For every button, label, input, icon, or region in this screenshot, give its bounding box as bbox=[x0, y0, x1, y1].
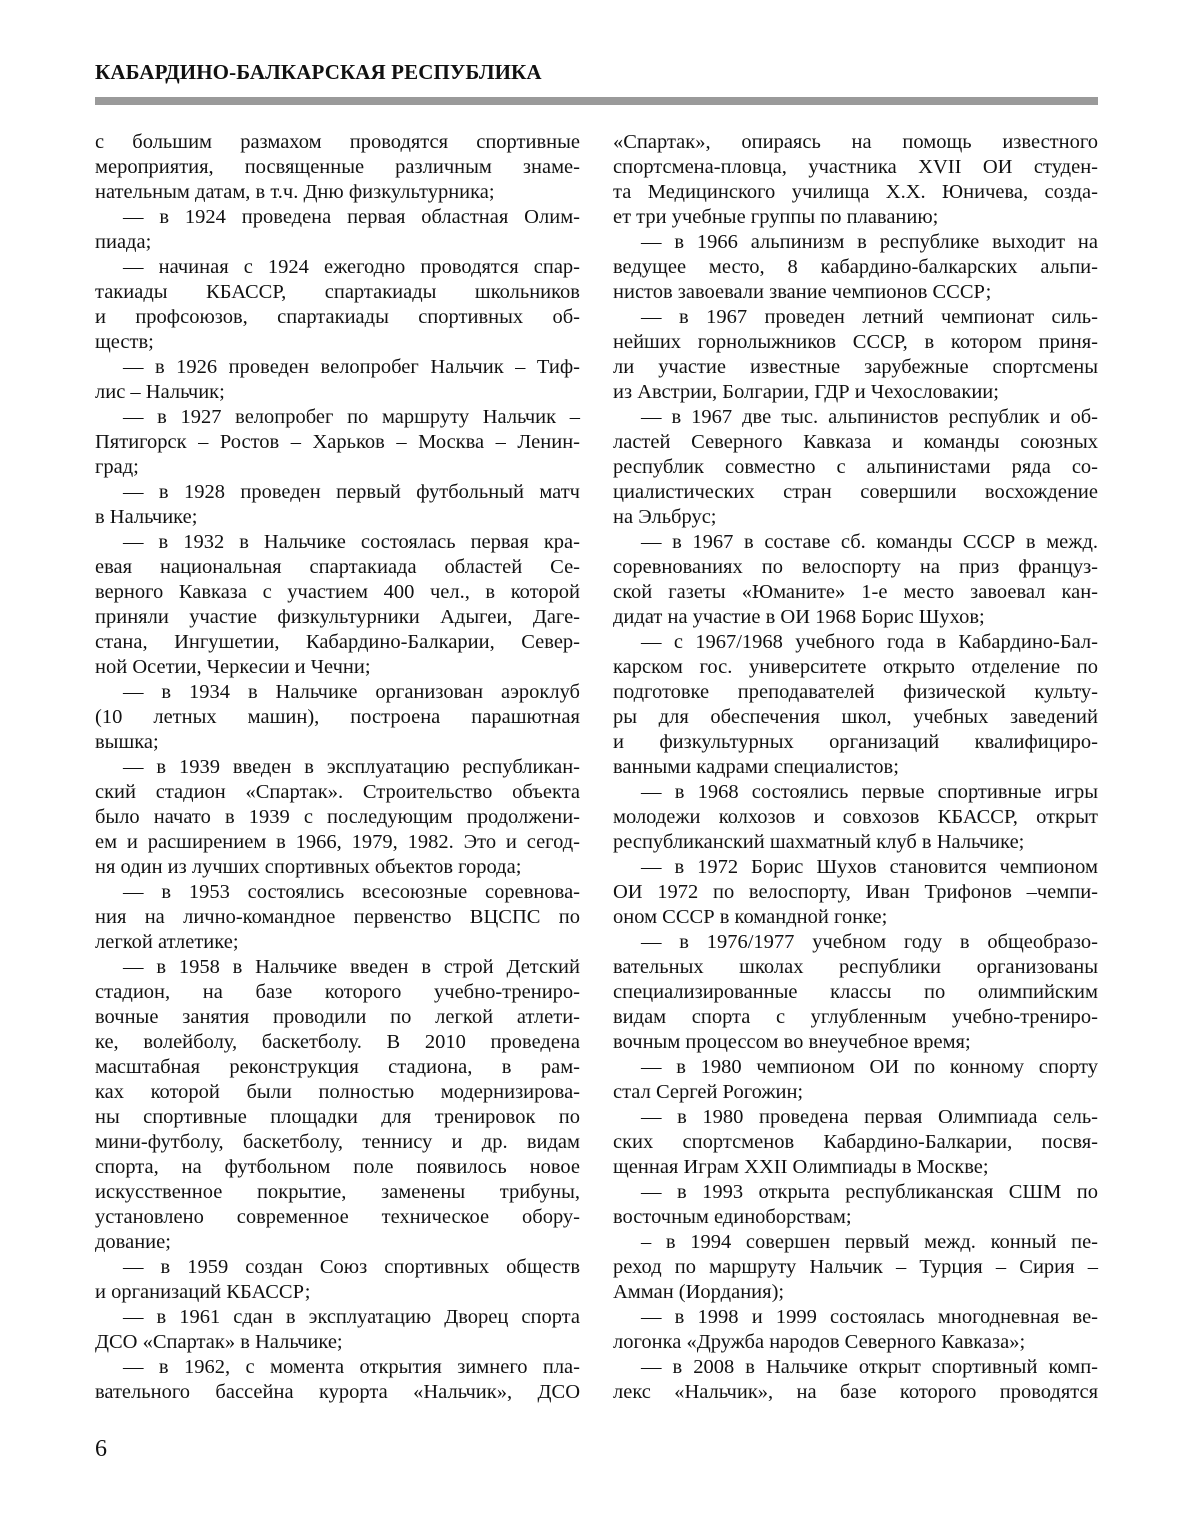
text-line: ведущее место, 8 кабардино-балкарских альпи- bbox=[613, 256, 1098, 278]
text-line: (10 летных машин), построена парашютная bbox=[95, 706, 580, 728]
paragraph bbox=[613, 930, 1098, 1055]
text-line: ществ; bbox=[95, 331, 154, 353]
text-line: пиада; bbox=[95, 231, 152, 253]
text-line: — в 1928 проведен первый футбольный матч bbox=[123, 481, 580, 503]
text-line: вочным процессом во внеучебное время; bbox=[613, 1031, 971, 1053]
paragraph bbox=[95, 355, 580, 405]
text-line: легкой атлетике; bbox=[95, 931, 239, 953]
text-line: ния на лично-командное первенство ВЦСПС по bbox=[95, 906, 580, 928]
text-line: спорта, на футбольном поле появилось новое bbox=[95, 1156, 580, 1178]
text-line: ДСО «Спартак» в Нальчике; bbox=[95, 1331, 343, 1353]
text-line: — с 1967/1968 учебного года в Кабардино-Бал- bbox=[641, 631, 1098, 653]
text-line: и профсоюзов, спартакиады спортивных об- bbox=[95, 306, 580, 328]
text-line: ли участие известные зарубежные спортсмены bbox=[613, 356, 1098, 378]
text-line: реход по маршруту Нальчик – Турция – Сирия – bbox=[613, 1256, 1098, 1278]
paragraph bbox=[613, 780, 1098, 855]
text-line: масштабная реконструкция стадиона, в рам- bbox=[95, 1056, 580, 1078]
paragraph bbox=[613, 630, 1098, 780]
paragraph bbox=[613, 855, 1098, 930]
text-line: соревнованиях по велоспорту на приз француз- bbox=[613, 556, 1098, 578]
text-line: лекс «Нальчик», на базе которого проводятся bbox=[613, 1381, 1098, 1403]
text-line: евая национальная спартакиада областей Се- bbox=[95, 556, 580, 578]
paragraph bbox=[613, 1105, 1098, 1180]
paragraph bbox=[95, 255, 580, 355]
paragraph bbox=[613, 1180, 1098, 1230]
text-line: «Спартак», опираясь на помощь известного bbox=[613, 131, 1098, 153]
paragraph bbox=[613, 405, 1098, 530]
text-line: стана, Ингушетии, Кабардино-Балкарии, Север- bbox=[95, 631, 580, 653]
text-line: с большим размахом проводятся спортивные bbox=[95, 131, 580, 153]
text-line: и физкультурных организаций квалифициро- bbox=[613, 731, 1098, 753]
text-line: искусственное покрытие, заменены трибуны, bbox=[95, 1181, 580, 1203]
text-line: Пятигорск – Ростов – Харьков – Москва – Ленин- bbox=[95, 431, 580, 453]
text-line: — в 1967 в составе сб. команды СССР в межд. bbox=[641, 531, 1098, 553]
paragraph bbox=[95, 1255, 580, 1305]
paragraph bbox=[613, 1355, 1098, 1405]
text-line: — в 1980 проведена первая Олимпиада сель- bbox=[641, 1106, 1098, 1128]
paragraph bbox=[95, 680, 580, 755]
text-line: — в 1967 проведен летний чемпионат силь- bbox=[641, 306, 1098, 328]
text-line: — в 1972 Борис Шухов становится чемпионом bbox=[641, 856, 1098, 878]
text-line: град; bbox=[95, 456, 139, 478]
text-line: ской газеты «Юманите» 1-е место завоевал кан- bbox=[613, 581, 1098, 603]
text-line: ОИ 1972 по велоспорту, Иван Трифонов –чемпи- bbox=[613, 881, 1098, 903]
text-line: — в 1980 чемпионом ОИ по конному спорту bbox=[641, 1056, 1098, 1078]
text-line: восточным единоборствам; bbox=[613, 1206, 852, 1228]
text-line: — в 1976/1977 учебном году в общеобразо- bbox=[641, 931, 1098, 953]
text-line: мини-футболу, баскетболу, теннису и др. видам bbox=[95, 1131, 580, 1153]
paragraph bbox=[613, 130, 1098, 230]
paragraph bbox=[95, 130, 580, 205]
text-line: ский стадион «Спартак». Строительство объекта bbox=[95, 781, 580, 803]
paragraph bbox=[95, 530, 580, 680]
page-number: 6 bbox=[95, 1436, 107, 1462]
text-line: щенная Играм XXII Олимпиады в Москве; bbox=[613, 1156, 989, 1178]
text-line: та Медицинского училища Х.Х. Юничева, созда- bbox=[613, 181, 1098, 203]
running-header: КАБАРДИНО-БАЛКАРСКАЯ РЕСПУБЛИКА bbox=[95, 60, 542, 84]
text-line: ем и расширением в 1966, 1979, 1982. Это и сегод- bbox=[95, 831, 580, 853]
text-line: вочные занятия проводили по легкой атлети- bbox=[95, 1006, 580, 1028]
text-line: установлено современное техническое обору- bbox=[95, 1206, 580, 1228]
paragraph bbox=[613, 1055, 1098, 1105]
text-line: — в 1932 в Нальчике состоялась первая кра- bbox=[123, 531, 580, 553]
paragraph bbox=[95, 405, 580, 480]
text-line: — в 1953 состоялись всесоюзные соревнова- bbox=[123, 881, 580, 903]
text-line: ны спортивные площадки для тренировок по bbox=[95, 1106, 580, 1128]
text-line: приняли участие физкультурники Адыгеи, Даге- bbox=[95, 606, 580, 628]
right-column bbox=[613, 130, 1098, 1405]
text-line: вышка; bbox=[95, 731, 159, 753]
text-line: стадион, на базе которого учебно-трениро- bbox=[95, 981, 580, 1003]
text-line: в Нальчике; bbox=[95, 506, 198, 528]
text-line: молодежи колхозов и совхозов КБАССР, открыт bbox=[613, 806, 1098, 828]
paragraph bbox=[95, 205, 580, 255]
text-line: логонка «Дружба народов Северного Кавказа»; bbox=[613, 1331, 1026, 1353]
text-line: ластей Северного Кавказа и команды союзных bbox=[613, 431, 1098, 453]
text-line: карском гос. университете открыто отделение по bbox=[613, 656, 1098, 678]
text-line: спортсмена-пловца, участника XVII ОИ студен- bbox=[613, 156, 1098, 178]
text-line: вательных школах республики организованы bbox=[613, 956, 1098, 978]
left-column bbox=[95, 130, 580, 1405]
text-line: — в 1958 в Нальчике введен в строй Детский bbox=[123, 956, 580, 978]
text-line: дование; bbox=[95, 1231, 171, 1253]
text-line: нейших горнолыжников СССР, в котором приня- bbox=[613, 331, 1098, 353]
paragraph bbox=[613, 1230, 1098, 1305]
text-line: — в 1924 проведена первая областная Олим- bbox=[123, 206, 580, 228]
text-line: — в 1939 введен в эксплуатацию республикан- bbox=[123, 756, 580, 778]
text-line: Амман (Иордания); bbox=[613, 1281, 785, 1303]
text-line: — в 1993 открыта республиканская СШМ по bbox=[641, 1181, 1098, 1203]
text-line: — в 1962, с момента открытия зимнего пла- bbox=[123, 1356, 580, 1378]
text-line: ках которой были полностью модернизирова- bbox=[95, 1081, 580, 1103]
text-line: такиады КБАССР, спартакиады школьников bbox=[95, 281, 580, 303]
text-line: верного Кавказа с участием 400 чел., в которой bbox=[95, 581, 580, 603]
text-line: республик совместно с альпинистами ряда со- bbox=[613, 456, 1098, 478]
text-line: из Австрии, Болгарии, ГДР и Чехословакии; bbox=[613, 381, 999, 403]
text-line: и организаций КБАССР; bbox=[95, 1281, 311, 1303]
text-line: ванными кадрами специалистов; bbox=[613, 756, 899, 778]
paragraph bbox=[613, 230, 1098, 305]
text-line: оном СССР в командной гонке; bbox=[613, 906, 888, 928]
text-line: — в 1961 сдан в эксплуатацию Дворец спорта bbox=[123, 1306, 580, 1328]
text-line: республиканский шахматный клуб в Нальчике; bbox=[613, 831, 1025, 853]
paragraph bbox=[613, 530, 1098, 630]
text-line: было начато в 1939 с последующим продолжени- bbox=[95, 806, 580, 828]
text-line: ских спортсменов Кабардино-Балкарии, посвя- bbox=[613, 1131, 1098, 1153]
text-line: стал Сергей Рогожин; bbox=[613, 1081, 804, 1103]
text-line: ня один из лучших спортивных объектов города; bbox=[95, 856, 522, 878]
paragraph bbox=[95, 480, 580, 530]
text-line: видам спорта с углубленным учебно-трениро- bbox=[613, 1006, 1098, 1028]
text-line: — в 1966 альпинизм в республике выходит на bbox=[641, 231, 1098, 253]
text-line: на Эльбрус; bbox=[613, 506, 717, 528]
text-line: — в 1998 и 1999 состоялась многодневная ве- bbox=[641, 1306, 1098, 1328]
paragraph bbox=[95, 1355, 580, 1405]
header-rule bbox=[95, 97, 1098, 105]
text-line: мероприятия, посвященные различным знаме- bbox=[95, 156, 580, 178]
text-line: — в 1926 проведен велопробег Нальчик – Тиф- bbox=[123, 356, 580, 378]
text-line: — в 1934 в Нальчике организован аэроклуб bbox=[123, 681, 580, 703]
text-line: ет три учебные группы по плаванию; bbox=[613, 206, 939, 228]
text-line: ке, волейболу, баскетболу. В 2010 проведена bbox=[95, 1031, 580, 1053]
paragraph bbox=[613, 305, 1098, 405]
text-line: – в 1994 совершен первый межд. конный пе- bbox=[641, 1231, 1098, 1253]
text-line: циалистических стран совершили восхождение bbox=[613, 481, 1098, 503]
text-line: ры для обеспечения школ, учебных заведений bbox=[613, 706, 1098, 728]
text-line: ной Осетии, Черкесии и Чечни; bbox=[95, 656, 371, 678]
text-line: лис – Нальчик; bbox=[95, 381, 225, 403]
text-line: — в 1967 две тыс. альпинистов республик и об- bbox=[641, 406, 1098, 428]
text-line: — в 2008 в Нальчике открыт спортивный комп- bbox=[641, 1356, 1098, 1378]
text-line: вательного бассейна курорта «Нальчик», ДСО bbox=[95, 1381, 580, 1403]
text-line: — в 1968 состоялись первые спортивные игры bbox=[641, 781, 1098, 803]
paragraph bbox=[95, 1305, 580, 1355]
text-line: нательным датам, в т.ч. Дню физкультурника; bbox=[95, 181, 495, 203]
text-line: специализированные классы по олимпийским bbox=[613, 981, 1098, 1003]
text-line: подготовке преподавателей физической культу- bbox=[613, 681, 1098, 703]
paragraph bbox=[95, 755, 580, 880]
text-line: дидат на участие в ОИ 1968 Борис Шухов; bbox=[613, 606, 985, 628]
text-line: нистов завоевали звание чемпионов СССР; bbox=[613, 281, 992, 303]
text-line: — в 1927 велопробег по маршруту Нальчик – bbox=[123, 406, 580, 428]
text-line: — в 1959 создан Союз спортивных обществ bbox=[123, 1256, 580, 1278]
text-line: — начиная с 1924 ежегодно проводятся спар- bbox=[123, 256, 580, 278]
paragraph bbox=[95, 955, 580, 1255]
paragraph bbox=[95, 880, 580, 955]
paragraph bbox=[613, 1305, 1098, 1355]
